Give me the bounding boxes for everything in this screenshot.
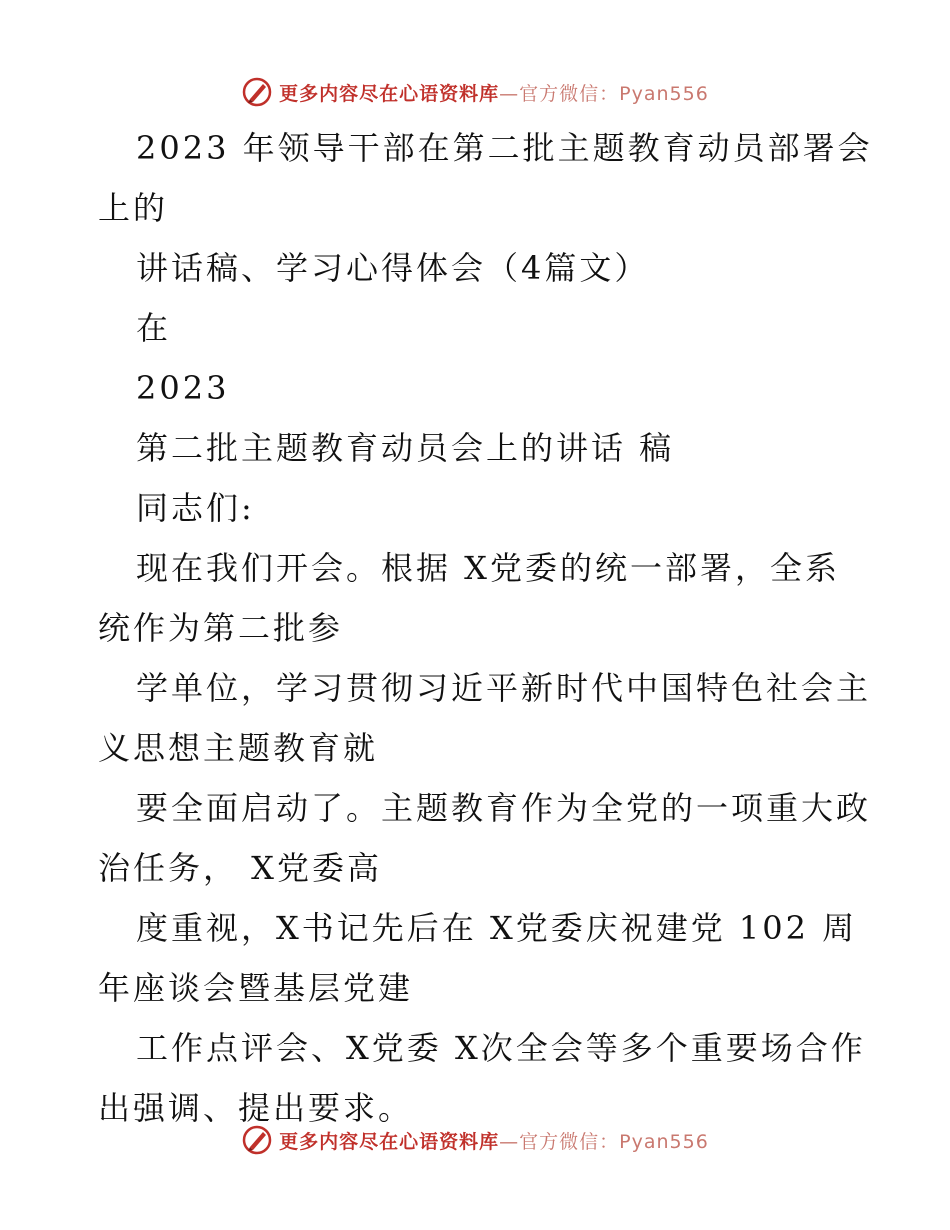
paragraph-line: 学单位，学习贯彻习近平新时代中国特色社会主: [136, 669, 872, 707]
banner-contact: —官方微信：Pyan556: [499, 82, 709, 105]
title-line-3: 讲话稿、学习心得体会（4篇文）: [136, 249, 650, 287]
paragraph-line: 统作为第二批参: [98, 609, 344, 647]
footer-watermark: [0, 1120, 950, 1160]
header-watermark: [0, 72, 950, 112]
banner-highlight: 更多内容尽在心语资料库: [279, 82, 500, 105]
pen-logo-icon: [241, 76, 273, 108]
pen-logo-icon: [241, 1124, 273, 1156]
salutation: 同志们:: [136, 489, 255, 527]
paragraph-line: 义思想主题教育就: [98, 729, 379, 767]
title-line-2: 上的: [98, 189, 169, 227]
banner-contact: —官方微信：Pyan556: [499, 1130, 709, 1153]
banner-highlight: 更多内容尽在心语资料库: [279, 1130, 500, 1153]
paragraph-line: 年座谈会暨基层党建: [98, 969, 414, 1007]
paragraph-line: 度重视，X书记先后在 X党委庆祝建党 102 周: [136, 909, 858, 947]
paragraph-line: 工作点评会、X党委 X次全会等多个重要场合作: [136, 1029, 866, 1067]
paragraph-line: 现在我们开会。根据 X党委的统一部署，全系: [136, 549, 840, 587]
paragraph-line: 出强调、提出要求。: [98, 1089, 414, 1127]
paragraph-line: 治任务， X党委高: [98, 849, 382, 887]
document-body: [98, 118, 873, 1138]
paragraph-line: 要全面启动了。主题教育作为全党的一项重大政: [136, 789, 872, 827]
section-line-1: 在: [136, 309, 172, 347]
section-title: 第二批主题教育动员会上的讲话 稿: [136, 429, 675, 467]
section-line-2: 2023: [136, 369, 230, 407]
title-line-1: 2023 年领导干部在第二批主题教育动员部署会: [136, 129, 873, 167]
